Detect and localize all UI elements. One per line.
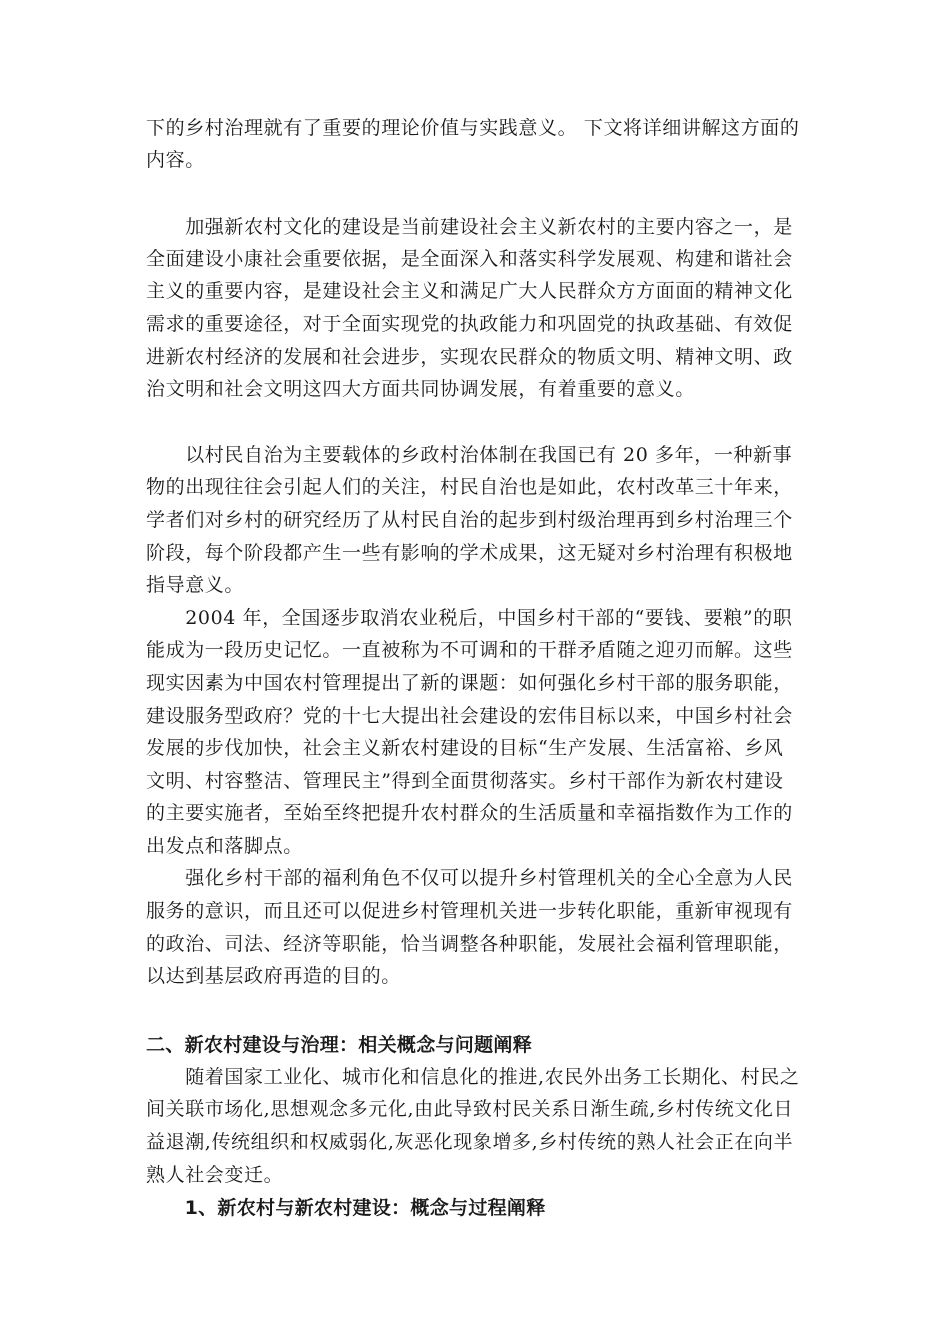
text-line: 随着国家工业化、城市化和信息化的推进,农民外出务工长期化、村民之 [146,1066,800,1088]
text-line: 的主要实施者，至始至终把提升农村群众的生活质量和幸福指数作为工作的 [146,802,793,824]
text-line: 以村民自治为主要载体的乡政村治体制在我国已有 20 多年，一种新事 [146,444,793,466]
text-line: 熟人社会变迁。 [146,1164,284,1186]
text-line: 建设服务型政府？党的十七大提出社会建设的宏伟目标以来，中国乡村社会 [146,705,793,727]
text-line: 主义的重要内容，是建设社会主义和满足广大人民群众方方面面的精神文化 [146,280,793,302]
text-line: 阶段，每个阶段都产生一些有影响的学术成果，这无疑对乡村治理有积极地 [146,542,793,564]
text-line: 进新农村经济的发展和社会进步，实现农民群众的物质文明、精神文明、政 [146,346,793,368]
text-line: 下的乡村治理就有了重要的理论价值与实践意义。 下文将详细讲解这方面的 [146,117,800,139]
subsection-heading: 1、新农村与新农村建设：概念与过程阐释 [146,1197,546,1219]
text-line: 学者们对乡村的研究经历了从村民自治的起步到村级治理再到乡村治理三个 [146,509,793,531]
text-line: 内容。 [146,149,205,171]
text-line: 服务的意识，而且还可以促进乡村管理机关进一步转化职能，重新审视现有 [146,900,793,922]
text-line: 发展的步伐加快，社会主义新农村建设的目标“生产发展、生活富裕、乡风 [146,737,784,759]
text-line: 以达到基层政府再造的目的。 [146,965,401,987]
text-line: 全面建设小康社会重要依据，是全面深入和落实科学发展观、构建和谐社会 [146,248,793,270]
section-heading: 二、新农村建设与治理：相关概念与问题阐释 [146,1034,533,1056]
text-line: 治文明和社会文明这四大方面共同协调发展，有着重要的意义。 [146,378,695,400]
text-line: 间关联市场化,思想观念多元化,由此导致村民关系日渐生疏,乡村传统文化日 [146,1098,794,1120]
text-line: 强化乡村干部的福利角色不仅可以提升乡村管理机关的全心全意为人民 [146,867,793,889]
text-line: 益退潮,传统组织和权威弱化,灰恶化现象增多,乡村传统的熟人社会正在向半 [146,1131,794,1153]
text-line: 指导意义。 [146,574,245,596]
text-line: 能成为一段历史记忆。一直被称为不可调和的干群矛盾随之迎刃而解。这些 [146,639,793,661]
text-line: 需求的重要途径，对于全面实现党的执政能力和巩固党的执政基础、有效促 [146,313,793,335]
text-line: 物的出现往往会引起人们的关注，村民自治也是如此，农村改革三十年来， [146,476,793,498]
text-line: 文明、村容整洁、管理民主”得到全面贯彻落实。乡村干部作为新农村建设 [146,770,784,792]
text-line: 出发点和落脚点。 [146,835,303,857]
text-line: 的政治、司法、经济等职能，恰当调整各种职能，发展社会福利管理职能， [146,933,793,955]
text-line: 加强新农村文化的建设是当前建设社会主义新农村的主要内容之一，是 [146,216,793,238]
text-line: 现实因素为中国农村管理提出了新的课题：如何强化乡村干部的服务职能， [146,672,793,694]
text-line: 2004 年，全国逐步取消农业税后，中国乡村干部的“要钱、要粮”的职 [146,607,793,629]
